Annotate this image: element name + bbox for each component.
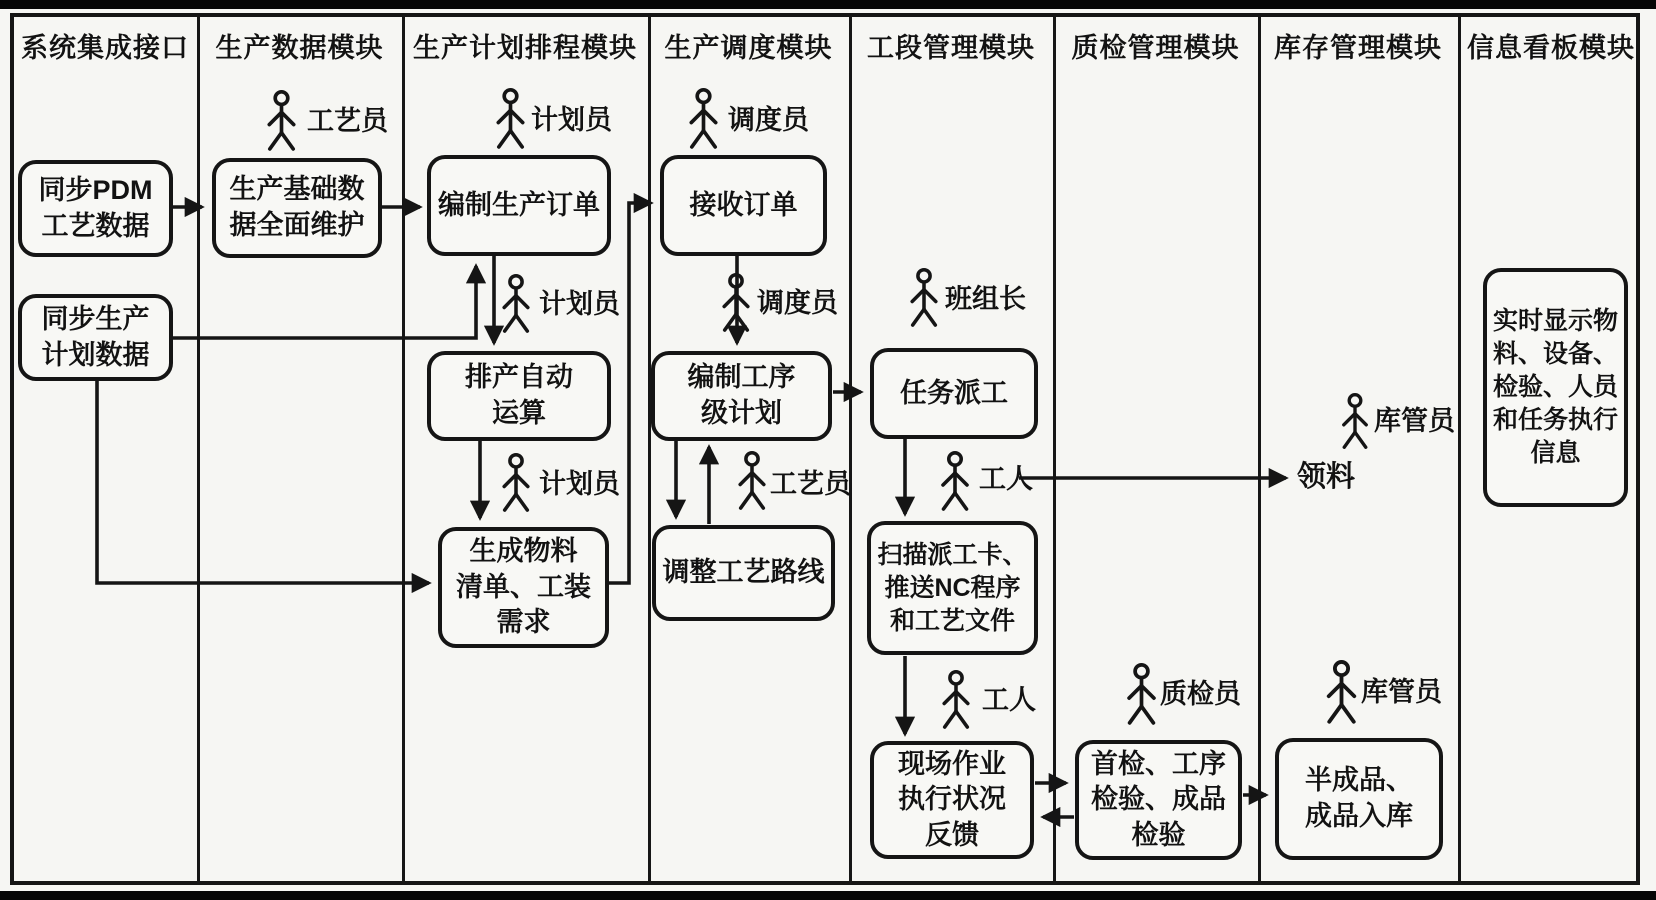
lane-title-info-board: 信息看板模块 — [1467, 33, 1635, 63]
actor-label-worker: 工人 — [982, 685, 1036, 715]
node-text: 任务派工 — [900, 377, 1008, 408]
lane-divider-7 — [1458, 15, 1461, 885]
person-icon — [909, 268, 939, 329]
person-icon — [1325, 660, 1358, 726]
lane-title-inventory-management: 库存管理模块 — [1274, 33, 1442, 63]
node-inspection — [1075, 740, 1242, 860]
node-text: 级计划 — [701, 398, 782, 428]
person-icon — [495, 88, 526, 151]
person-icon — [501, 453, 531, 514]
person-icon — [737, 451, 767, 512]
node-text: 检验、人员 — [1492, 373, 1618, 401]
actor-label-planner: 计划员 — [539, 289, 620, 319]
node-receive-order — [660, 155, 827, 256]
lane-divider-1 — [197, 15, 200, 885]
node-text: 实时显示物 — [1492, 307, 1618, 335]
actor-label-worker: 工人 — [979, 464, 1033, 494]
node-auto-schedule — [427, 351, 611, 441]
node-text: 料、设备、 — [1492, 340, 1618, 368]
actor-label-quality-inspector: 质检员 — [1160, 679, 1241, 709]
node-text: 成品入库 — [1305, 801, 1413, 831]
node-process-plan — [651, 351, 832, 441]
material-picking-label: 领料 — [1297, 461, 1356, 493]
node-text: 半成品、 — [1305, 765, 1413, 796]
person-icon — [688, 88, 719, 151]
node-sync-pdm — [18, 160, 173, 257]
node-text: 推送NC程序 — [884, 573, 1021, 602]
node-text: 检验 — [1131, 819, 1186, 850]
actor-label-dispatcher: 调度员 — [728, 105, 809, 135]
node-text: 同步生产 — [41, 303, 150, 334]
actor-label-planner: 计划员 — [531, 105, 612, 135]
lane-title-production-dispatch: 生产调度模块 — [664, 33, 833, 63]
node-text: 反馈 — [925, 819, 979, 850]
node-info-display — [1483, 268, 1628, 507]
actor-label-dispatcher: 调度员 — [757, 288, 838, 318]
lane-divider-5 — [1053, 15, 1056, 885]
node-text: 生产基础数 — [229, 174, 365, 205]
lane-title-quality-management: 质检管理模块 — [1071, 33, 1240, 63]
person-icon — [1126, 663, 1157, 727]
actor-label-craft-engineer: 工艺员 — [307, 106, 388, 136]
lane-divider-6 — [1258, 15, 1261, 885]
node-scan-card — [867, 521, 1038, 655]
scan-top-bar — [0, 0, 1656, 9]
node-text: 调整工艺路线 — [662, 557, 825, 588]
person-icon — [941, 670, 971, 731]
actor-label-team-leader: 班组长 — [945, 284, 1026, 314]
node-text: 生成物料 — [469, 536, 578, 567]
node-text: 清单、工装 — [456, 571, 591, 602]
node-text: 首检、工序 — [1091, 748, 1226, 779]
actor-label-storekeeper: 库管员 — [1374, 406, 1455, 436]
lane-divider-2 — [402, 15, 405, 885]
person-icon — [266, 90, 297, 153]
lane-title-section-management: 工段管理模块 — [867, 33, 1035, 63]
node-text: 接收订单 — [689, 189, 798, 220]
scan-bottom-bar — [0, 891, 1656, 900]
lane-title-system-integration: 系统集成接口 — [21, 33, 189, 63]
node-text: 排产自动 — [465, 362, 573, 393]
node-text: 和工艺文件 — [889, 606, 1015, 635]
person-icon — [940, 451, 970, 513]
node-text: 运算 — [492, 398, 546, 428]
actor-label-craft-engineer: 工艺员 — [770, 469, 851, 499]
lane-divider-4 — [849, 15, 852, 885]
node-text: 执行状况 — [898, 784, 1006, 815]
lane-title-production-planning: 生产计划排程模块 — [413, 33, 637, 63]
node-text: 需求 — [496, 607, 551, 638]
person-icon — [501, 274, 531, 335]
node-gen-bom — [438, 527, 609, 648]
node-text: 编制工序 — [687, 362, 796, 393]
node-text: 工艺数据 — [41, 210, 150, 241]
node-text: 编制生产订单 — [438, 189, 600, 220]
node-field-feedback — [870, 741, 1034, 859]
node-text: 检验、成品 — [1091, 784, 1226, 815]
node-make-order — [427, 155, 611, 256]
node-adjust-route — [652, 525, 835, 621]
node-text: 扫描派工卡、 — [877, 540, 1028, 569]
actor-label-storekeeper: 库管员 — [1361, 677, 1442, 707]
node-dispatch-task — [870, 348, 1038, 439]
person-icon — [1339, 393, 1371, 451]
node-text: 信息 — [1530, 439, 1581, 467]
lane-title-production-data: 生产数据模块 — [215, 33, 384, 63]
node-warehouse-in — [1275, 738, 1443, 860]
node-sync-plan — [18, 294, 173, 381]
person-icon — [721, 273, 751, 334]
actor-label-planner: 计划员 — [539, 469, 620, 499]
node-text: 和任务执行 — [1492, 406, 1618, 434]
lane-divider-3 — [648, 15, 651, 885]
node-text: 现场作业 — [898, 748, 1006, 779]
node-text: 据全面维护 — [229, 210, 365, 240]
node-base-data — [212, 158, 382, 258]
node-text: 计划数据 — [41, 339, 150, 370]
node-text: 同步PDM — [38, 174, 153, 205]
